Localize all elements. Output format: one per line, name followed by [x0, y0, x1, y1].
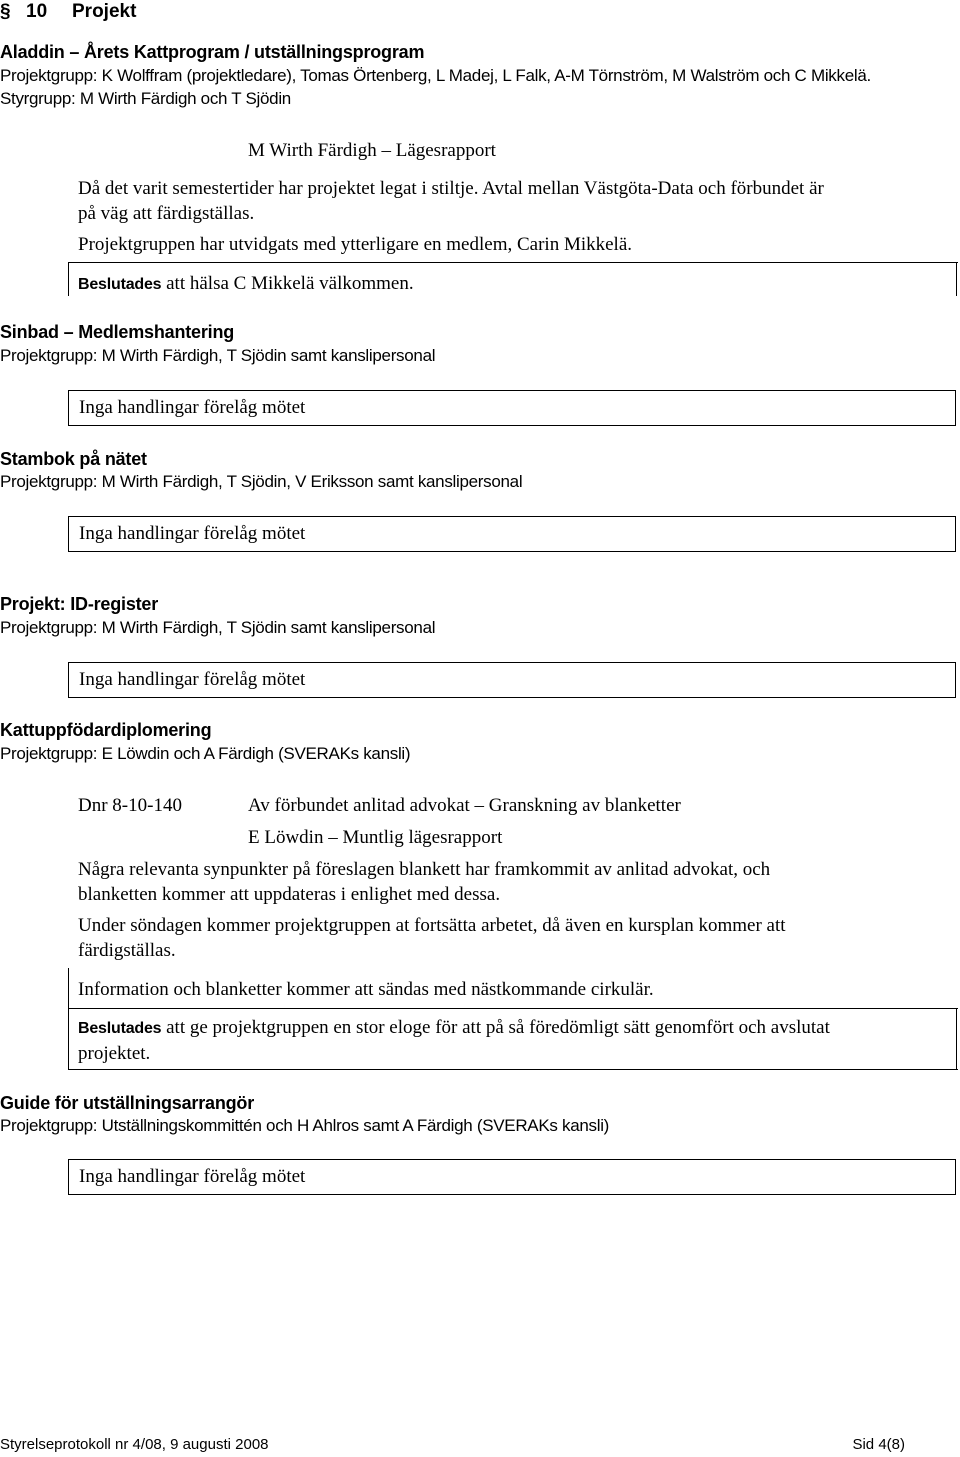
aladdin-title: Aladdin – Årets Kattprogram / utställningsprogram	[0, 42, 425, 62]
decision-text: att hälsa C Mikkelä välkommen.	[161, 273, 414, 294]
katt-decision-line2: projektet.	[78, 1043, 151, 1064]
katt-decision	[78, 1015, 830, 1041]
katt-decision-line1: att ge projektgruppen en stor eloge för att på så föredömligt sätt genomfört och avslutat	[161, 1017, 830, 1038]
decision-border-top	[68, 262, 958, 263]
katt-title: Kattuppfödardiplomering	[0, 720, 212, 740]
section-symbol: §	[0, 1, 11, 22]
katt-para3: Information och blanketter kommer att sändas med nästkommande cirkulär.	[78, 979, 654, 1000]
katt-decision-border-top	[68, 1008, 958, 1009]
katt-para1-line1: Några relevanta synpunkter på föreslagen blankett har framkommit av anlitad advokat, och	[78, 859, 771, 880]
aladdin-report-heading: M Wirth Färdigh – Lägesrapport	[248, 140, 496, 161]
sinbad-title: Sinbad – Medlemshantering	[0, 322, 235, 342]
idregister-group: Projektgrupp: M Wirth Färdigh, T Sjödin samt kanslipersonal	[0, 618, 436, 637]
guide-group: Projektgrupp: Utställningskommittén och H Ahlros samt A Färdigh (SVERAKs kansli)	[0, 1116, 610, 1135]
katt-para2-line1: Under söndagen kommer projektgruppen at fortsätta arbetet, då även en kursplan kommer att	[78, 915, 786, 936]
katt-decision-label: Beslutades	[78, 1020, 162, 1037]
katt-decision-border-right	[956, 1008, 957, 1070]
section-number: 10	[26, 1, 48, 22]
katt-group: Projektgrupp: E Löwdin och A Färdigh (SVERAKs kansli)	[0, 744, 411, 763]
guide-note-box: Inga handlingar förelåg mötet	[68, 1159, 956, 1195]
stambok-title: Stambok på nätet	[0, 449, 147, 469]
aladdin-para2: Projektgruppen har utvidgats med ytterligare en medlem, Carin Mikkelä.	[78, 234, 633, 255]
decision-border-right	[956, 262, 957, 296]
katt-dnr: Dnr 8-10-140	[78, 795, 182, 816]
footer-page-number: Sid 4(8)	[852, 1436, 905, 1453]
guide-title: Guide för utställningsarrangör	[0, 1093, 255, 1113]
sinbad-note-box: Inga handlingar förelåg mötet	[68, 390, 956, 426]
decision-label: Beslutades	[78, 276, 162, 293]
aladdin-para1-line2: på väg att färdigställas.	[78, 203, 255, 224]
katt-decision-border-bottom	[68, 1069, 958, 1070]
sinbad-group: Projektgrupp: M Wirth Färdigh, T Sjödin samt kanslipersonal	[0, 346, 436, 365]
katt-dnr-text: Av förbundet anlitad advokat – Granskning av blanketter	[248, 795, 681, 816]
idregister-note-box: Inga handlingar förelåg mötet	[68, 662, 956, 698]
stambok-group: Projektgrupp: M Wirth Färdigh, T Sjödin, V Eriksson samt kanslipersonal	[0, 472, 523, 491]
katt-decision-border-left	[68, 1008, 69, 1070]
katt-report: E Löwdin – Muntlig lägesrapport	[248, 827, 503, 848]
section-heading	[0, 1, 136, 23]
katt-para3-border-left	[68, 968, 69, 1008]
aladdin-para1-line1: Då det varit semestertider har projektet legat i stiltje. Avtal mellan Västgöta-Data och förbundet är	[78, 178, 824, 199]
aladdin-decision	[78, 271, 414, 297]
katt-para1-line2: blanketten kommer att uppdateras i enlighet med dessa.	[78, 884, 501, 905]
decision-border-left	[68, 262, 69, 296]
idregister-title: Projekt: ID-register	[0, 594, 159, 614]
section-title: Projekt	[72, 1, 137, 22]
katt-para2-line2: färdigställas.	[78, 940, 176, 961]
stambok-note-box: Inga handlingar förelåg mötet	[68, 516, 956, 552]
aladdin-group: Projektgrupp: K Wolffram (projektledare), Tomas Örtenberg, L Madej, L Falk, A-M Törnström, M Walström och C Mikkelä.	[0, 66, 871, 85]
footer-protocol: Styrelseprotokoll nr 4/08, 9 augusti 2008	[0, 1436, 269, 1453]
aladdin-board: Styrgrupp: M Wirth Färdigh och T Sjödin	[0, 89, 291, 108]
